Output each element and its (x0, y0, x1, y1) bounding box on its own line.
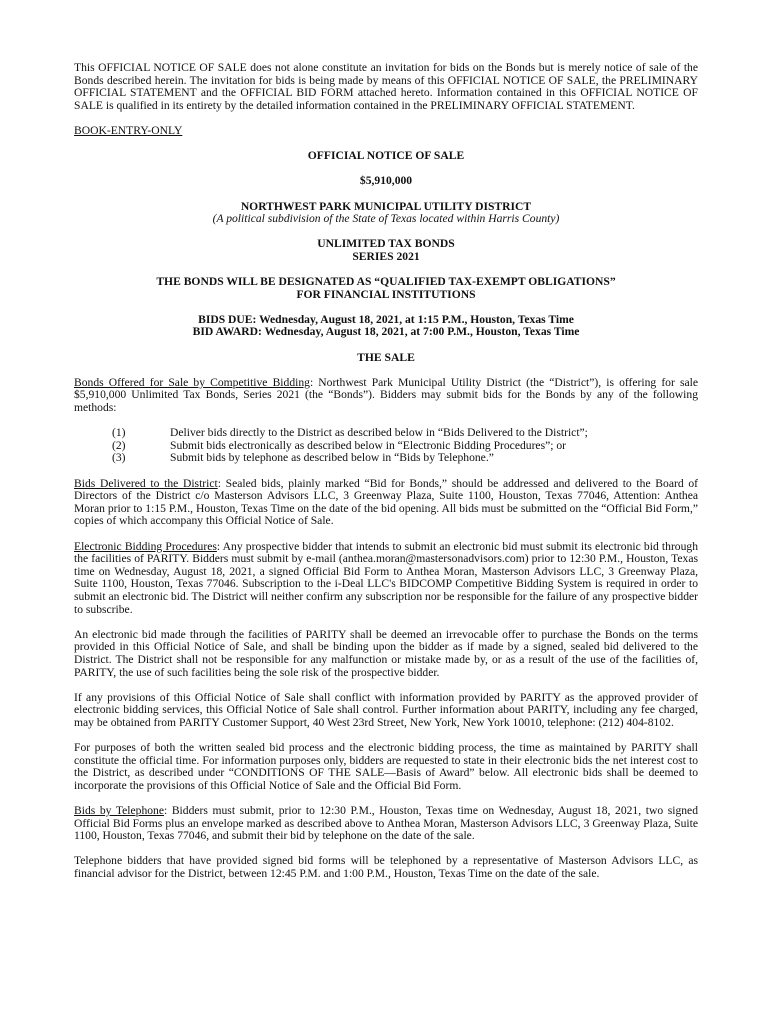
book-entry-label: BOOK-ENTRY-ONLY (74, 123, 183, 137)
district-name: NORTHWEST PARK MUNICIPAL UTILITY DISTRICT (240, 199, 532, 213)
delivered-text: : Sealed bids, plainly marked “Bid for Bonds,” should be addressed and delivered to the Board of Directors of the District c/o Masterson Advisors LLC, 3 Greenway Plaza, Suite 1100, Houston, Texas 77046, Attention: Anthea Moran prior to 1:15 P.M., Houston, Texas Time on the date of the bid opening. All bids must be submitted on the “Official Bid Form,” copies of which accompany this Official Notice of Sale. (74, 476, 698, 528)
offered-paragraph (74, 377, 698, 415)
bids-due: BIDS DUE: Wednesday, August 18, 2021, at 1:15 P.M., Houston, Texas Time (198, 312, 574, 326)
parity-paragraph: An electronic bid made through the facilities of PARITY shall be deemed an irrevocable offer to purchase the Bonds on the terms provided in this Official Notice of Sale, and shall be binding upon the bidder as if made by a signed, sealed bid delivered to the District. The District shall not be responsible for any malfunction or mistake made by, or as a result of the use of the facilities of, PARITY, the use of such facilities being the sole risk of the prospective bidder. (74, 627, 698, 679)
intro-paragraph: This OFFICIAL NOTICE OF SALE does not alone constitute an invitation for bids on the Bonds but is merely notice of sale of the Bonds described herein. The invitation for bids is being made by means of this OFFICIAL NOTICE OF SALE, the PRELIMINARY OFFICIAL STATEMENT and the OFFICIAL BID FORM attached hereto. Information contained in this OFFICIAL NOTICE OF SALE is qualified in its entirety by the detailed information contained in the PRELIMINARY OFFICIAL STATEMENT. (74, 61, 698, 112)
list-item-text: Submit bids by telephone as described below in “Bids by Telephone.” (170, 451, 494, 465)
bid-dates-block (74, 314, 698, 339)
delivered-heading: Bids Delivered to the District (74, 476, 218, 490)
designation-block (74, 276, 698, 301)
designation-line-1: THE BONDS WILL BE DESIGNATED AS “QUALIFIED TAX-EXEMPT OBLIGATIONS” (156, 275, 616, 289)
list-item-number: (2) (112, 438, 126, 452)
list-item (74, 427, 698, 440)
notice-title: OFFICIAL NOTICE OF SALE (307, 149, 465, 163)
offered-heading: Bonds Offered for Sale by Competitive Bidding (74, 375, 310, 389)
list-item-number: (1) (112, 426, 126, 440)
list-item-text: Submit bids electronically as described below in “Electronic Bidding Procedures”; or (170, 438, 567, 452)
telephone-bidders-paragraph: Telephone bidders that have provided signed bid forms will be telephoned by a representative of Masterson Advisors LLC, as financial advisor for the District, between 12:45 P.M. and 1:00 P.M., Houston, Texas Time on the date of the sale. (74, 854, 698, 880)
list-item (74, 452, 698, 465)
telephone-text: : Bidders must submit, prior to 12:30 P.M., Houston, Texas time on Wednesday, August 18, 2021, two signed Official Bid Forms plus an envelope marked as described above to Anthea Moran, Masterson Advisors LLC, 3 Greenway Plaza, Suite 1100, Houston, Texas 77046, and submit their bid by telephone on the date of the sale. (74, 804, 699, 843)
bond-amount: $5,910,000 (359, 174, 413, 188)
telephone-heading: Bids by Telephone (74, 804, 164, 818)
sale-heading: THE SALE (357, 350, 415, 364)
bond-type: UNLIMITED TAX BONDS (317, 237, 455, 251)
bond-series: SERIES 2021 (352, 249, 420, 263)
district-block (74, 201, 698, 226)
telephone-paragraph (74, 805, 698, 843)
document-page (74, 62, 698, 893)
bid-methods-list (74, 427, 698, 465)
district-subtitle: (A political subdivision of the State of Texas located within Harris County) (212, 212, 560, 226)
list-item-text: Deliver bids directly to the District as described below in “Bids Delivered to the District”; (170, 426, 588, 440)
electronic-paragraph (74, 541, 698, 617)
delivered-paragraph (74, 478, 698, 528)
official-time-paragraph: For purposes of both the written sealed bid process and the electronic bidding process, the time as maintained by PARITY shall constitute the official time. For information purposes only, bidders are requested to state in their electronic bids the net interest cost to the District, as described under “CONDITIONS OF THE SALE—Basis of Award” below. All electronic bids shall be deemed to incorporate the provisions of this Official Notice of Sale and the Official Bid Form. (74, 741, 698, 792)
offered-text: : Northwest Park Municipal Utility District (the “District”), is offering for sale $5,910,000 Unlimited Tax Bonds, Series 2021 (the “Bonds”). Bidders may submit bids for the Bonds by any of the following methods: (74, 375, 698, 415)
book-entry-line (74, 125, 698, 138)
electronic-heading: Electronic Bidding Procedures (74, 539, 217, 553)
designation-line-2: FOR FINANCIAL INSTITUTIONS (296, 287, 476, 301)
list-item-number: (3) (112, 451, 126, 465)
bid-award: BID AWARD: Wednesday, August 18, 2021, at 7:00 P.M., Houston, Texas Time (192, 325, 580, 339)
bond-series-block (74, 238, 698, 263)
electronic-text: : Any prospective bidder that intends to submit an electronic bid must submit its electronic bid through the facilities of PARITY. Bidders must submit by e-mail (anthea.moran@mastersonadvisors.com) prior to 12:30 P.M., Houston, Texas time on Wednesday, August 18, 2021, a signed Official Bid Form to Anthea Moran, Masterson Advisors LLC, 3 Greenway Plaza, Suite 1100, Houston, Texas 77046. Subscription to the i-Deal LLC's BIDCOMP Competitive Bidding System is required in order to submit an electronic bid. The District will neither confirm any subscription nor be responsible for the failure of any prospective bidder to subscribe. (74, 539, 698, 616)
conflict-paragraph: If any provisions of this Official Notice of Sale shall conflict with information provided by PARITY as the approved provider of electronic bidding services, this Official Notice of Sale shall control. Further information about PARITY, including any fee charged, may be obtained from PARITY Customer Support, 40 West 23rd Street, New York, New York 10010, telephone: (212) 404-8102. (74, 690, 698, 729)
